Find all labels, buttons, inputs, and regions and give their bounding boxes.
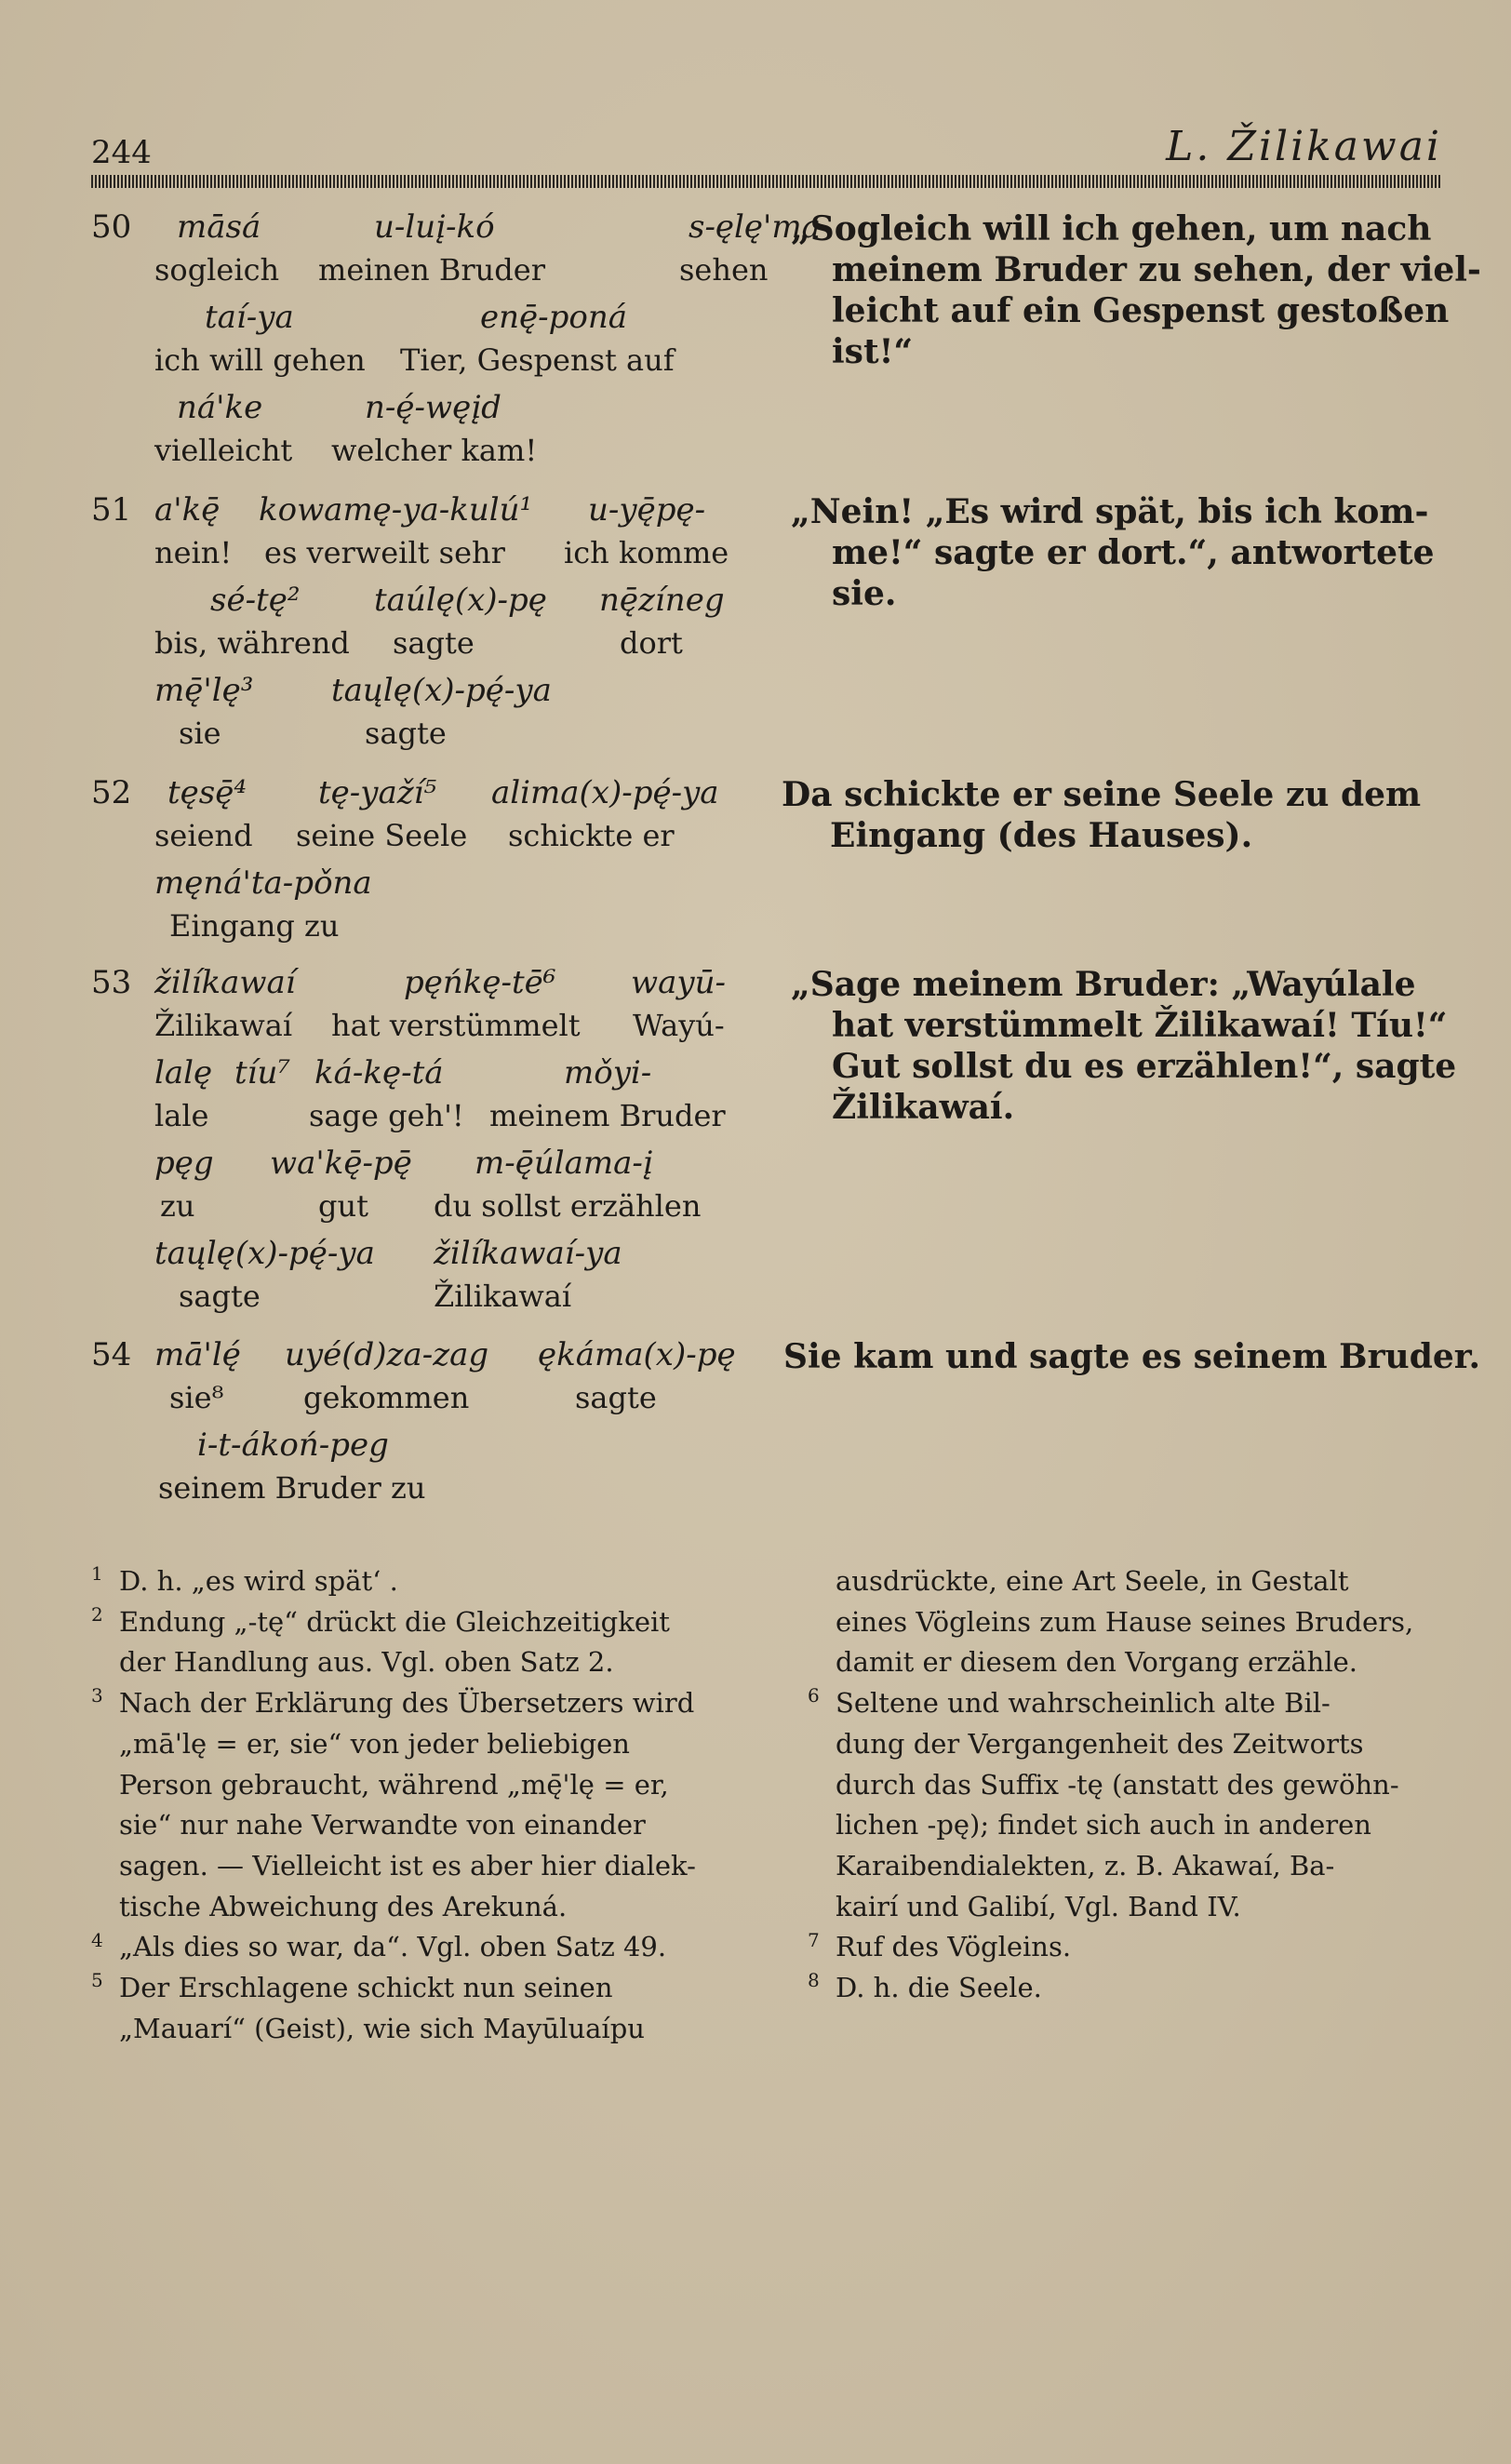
translation-line: sie.	[832, 574, 897, 613]
native-word: mā'lę́	[154, 1336, 241, 1373]
footnote-line: 5 Der Erschlagene schickt nun seinen	[91, 1969, 613, 2004]
footnote-line	[91, 1805, 748, 1846]
native-line	[154, 672, 843, 716]
gloss-word: meinen Bruder	[318, 252, 545, 288]
gloss-word: bis, während	[154, 625, 350, 661]
gloss-line	[154, 252, 843, 299]
translation-line: „Nein! „Es wird spät, bis ich kom-	[791, 492, 1429, 531]
translation-line: „Sage meinem Bruder: „Wayúlale	[791, 965, 1416, 1004]
translation	[782, 774, 1442, 856]
interlinear-text	[154, 964, 843, 1325]
footnote-text: Seltene und wahrscheinlich alte Bil-	[836, 1687, 1330, 1720]
translation	[791, 964, 1457, 1128]
gloss-word: gut	[318, 1188, 368, 1224]
native-word: męná'ta-pǒna	[154, 864, 372, 902]
native-line	[154, 964, 843, 1008]
native-word: kowamę-ya-kulú¹	[259, 491, 533, 529]
native-word: a'kę̄	[154, 491, 221, 529]
footnote-text: durch das Suffix -tę (anstatt des gewöhn-	[836, 1768, 1399, 1801]
gloss-word: Žilikawaí	[434, 1279, 572, 1314]
translation-line: Da schickte er seine Seele zu dem	[782, 775, 1422, 814]
gloss-word: schickte er	[508, 818, 675, 853]
gloss-line	[154, 1098, 843, 1145]
native-word: sé-tę²	[210, 582, 301, 619]
gloss-word: ich komme	[564, 535, 729, 570]
interlinear-text	[154, 491, 843, 762]
footnote-line: 6 Seltene und wahrscheinlich alte Bil-	[808, 1684, 1330, 1720]
section-number: 54	[91, 1336, 132, 1373]
translation-line: Žilikawaí.	[832, 1088, 1015, 1127]
native-word: enę̄-poná	[480, 299, 628, 336]
gloss-line	[154, 625, 843, 672]
footnote-text: Karaibendialekten, z. B. Akawaí, Ba-	[836, 1849, 1335, 1881]
gloss-word: hat verstümmelt	[331, 1008, 581, 1043]
gloss-word: Tier, Gespenst auf	[400, 342, 675, 378]
gloss-line	[154, 535, 843, 582]
gloss-word: sie⁸	[169, 1380, 224, 1415]
translation-line: hat verstümmelt Žilikawaí! Tíu!“	[832, 1006, 1448, 1045]
footnote-text: damit er diesem den Vorgang erzähle.	[836, 1646, 1357, 1679]
native-line	[154, 582, 843, 625]
page-header	[91, 123, 1442, 175]
gloss-word: sagte	[179, 1279, 261, 1314]
native-word: i-t-ákoń-peg	[197, 1426, 389, 1464]
translation-line: meinem Bruder zu sehen, der viel-	[832, 250, 1481, 289]
native-word: mę̄'lę³	[154, 672, 254, 709]
footnote-text: ausdrückte, eine Art Seele, in Gestalt	[836, 1565, 1349, 1597]
gloss-word: sehen	[679, 252, 769, 288]
native-line	[154, 1235, 843, 1279]
footnote-text: Der Erschlagene schickt nun seinen	[119, 1972, 613, 2004]
section-number: 50	[91, 208, 132, 246]
translation	[791, 208, 1481, 372]
interlinear-text	[154, 208, 843, 479]
native-word: māsá	[177, 208, 261, 246]
footnote-text: sie“ nur nahe Verwandte von einander	[119, 1809, 646, 1841]
native-line	[154, 299, 843, 342]
section-number: 51	[91, 491, 132, 529]
section-number: 52	[91, 774, 132, 811]
gloss-line	[154, 1188, 843, 1235]
running-head: L. Žilikawai	[1166, 123, 1442, 170]
gloss-word: vielleicht	[154, 433, 293, 468]
gloss-line	[154, 1008, 843, 1054]
footnote-text: der Handlung aus. Vgl. oben Satz 2.	[119, 1646, 614, 1679]
native-word: wa'kę̄-pę̄	[270, 1145, 412, 1182]
translation-line: leicht auf ein Gespenst gestoßen	[832, 291, 1450, 330]
footnote-line	[808, 1805, 1446, 1846]
native-word: tęsę̄⁴	[167, 774, 247, 811]
footnote-line	[808, 1561, 1446, 1602]
gloss-word: sagte	[575, 1380, 657, 1415]
native-word: ká-kę-tá	[314, 1054, 444, 1091]
native-word: tę-yaží⁵	[318, 774, 437, 811]
native-line	[154, 1054, 843, 1098]
translation-line: „Sogleich will ich gehen, um nach	[791, 209, 1432, 248]
footnote-line: 8 D. h. die Seele.	[808, 1969, 1042, 2004]
native-word: ękáma(x)-pę	[538, 1336, 736, 1373]
native-line	[154, 491, 843, 535]
gloss-line	[154, 908, 843, 955]
native-word: n-ę́-węįd	[365, 389, 501, 426]
footnote-line	[808, 1846, 1446, 1887]
native-line	[154, 389, 843, 433]
native-word: ná'ke	[177, 389, 263, 426]
native-word: nę̄zíneg	[599, 582, 725, 619]
footnote-text: tische Abweichung des Arekuná.	[119, 1890, 568, 1922]
native-word: u-yę̄pę-	[588, 491, 706, 529]
gloss-word: ich will gehen	[154, 342, 366, 378]
native-line	[154, 774, 843, 818]
translation	[791, 491, 1444, 614]
native-word: u-luį-kó	[374, 208, 495, 246]
gloss-line	[154, 1279, 843, 1325]
gloss-word: meinem Bruder	[489, 1098, 726, 1133]
translation-line: Eingang (des Hauses).	[830, 816, 1253, 855]
gloss-line	[154, 1470, 843, 1517]
footnote-text: „Als dies so war, da“. Vgl. oben Satz 49.	[119, 1931, 667, 1963]
gloss-line	[154, 818, 843, 864]
translation	[783, 1336, 1480, 1377]
gloss-word: seiend	[154, 818, 253, 853]
section-number: 53	[91, 964, 132, 1001]
footnote-text: D. h. die Seele.	[836, 1972, 1042, 2004]
gloss-word: dort	[620, 625, 683, 661]
gloss-word: welcher kam!	[331, 433, 538, 468]
gloss-word: sie	[179, 716, 221, 751]
gloss-word: sage geh'!	[309, 1098, 464, 1133]
gloss-line	[154, 1380, 843, 1426]
native-word: pęg	[154, 1145, 214, 1182]
native-word: taúlę(x)-pę	[374, 582, 547, 619]
footnote-text: Nach der Erklärung des Übersetzers wird	[119, 1687, 695, 1720]
footnote-line	[91, 1724, 748, 1765]
native-word: taųlę(x)-pę́-ya	[331, 672, 552, 709]
translation-line: Sie kam und sagte es seinem Bruder.	[783, 1337, 1480, 1376]
footnote-text: D. h. „es wird spät‘ .	[119, 1565, 398, 1597]
gloss-word: zu	[160, 1188, 195, 1224]
native-word: tíu⁷	[234, 1054, 291, 1091]
footnote-text: Ruf des Vögleins.	[836, 1931, 1072, 1963]
gloss-word: sagte	[393, 625, 475, 661]
native-word: m-ę̄úlama-į	[475, 1145, 653, 1182]
footnote-line	[91, 1846, 748, 1887]
native-word: wayū-	[631, 964, 726, 1001]
footnote-line	[808, 1887, 1446, 1928]
footnote-text: lichen -pę); findet sich auch in anderen	[836, 1809, 1371, 1841]
footnote-text: dung der Vergangenheit des Zeitworts	[836, 1727, 1364, 1760]
footnote-text: Person gebraucht, während „mę̄'lę = er,	[119, 1768, 669, 1801]
gloss-word: lale	[154, 1098, 209, 1133]
native-word: mǒyi-	[564, 1054, 652, 1091]
gloss-word: du sollst erzählen	[434, 1188, 702, 1224]
footnote-line	[91, 1765, 748, 1806]
footnote-line	[91, 2009, 748, 2050]
native-line	[154, 1336, 843, 1380]
translation-line: Gut sollst du es erzählen!“, sagte	[832, 1047, 1457, 1086]
footnote-line: 4 „Als dies so war, da“. Vgl. oben Satz 49.	[91, 1928, 667, 1963]
footnotes-right-column	[808, 1561, 1446, 2009]
native-line	[154, 208, 843, 252]
footnote-line	[808, 1765, 1446, 1806]
footnote-line	[91, 1887, 748, 1928]
gloss-word: seinem Bruder zu	[158, 1470, 426, 1506]
native-word: taí-ya	[205, 299, 294, 336]
footnote-text: „Mauarí“ (Geist), wie sich Mayūluaípu	[119, 2012, 645, 2044]
footnote-line	[808, 1724, 1446, 1765]
gloss-line	[154, 342, 843, 389]
gloss-word: es verweilt sehr	[264, 535, 505, 570]
footnote-line: 1 D. h. „es wird spät‘ .	[91, 1562, 398, 1597]
footnote-line	[808, 1642, 1446, 1683]
native-word: lalę	[154, 1054, 213, 1091]
footnote-line: 2 Endung „-tę“ drückt die Gleichzeitigkeit	[91, 1603, 670, 1638]
gloss-word: Eingang zu	[169, 908, 340, 944]
footnote-line: 3 Nach der Erklärung des Übersetzers wird	[91, 1684, 695, 1720]
gloss-word: gekommen	[303, 1380, 470, 1415]
interlinear-text	[154, 1336, 843, 1517]
native-line	[154, 864, 843, 908]
native-line	[154, 1145, 843, 1188]
footnote-line	[91, 1642, 748, 1683]
gloss-word: seine Seele	[296, 818, 468, 853]
translation-line: me!“ sagte er dort.“, antwortete	[832, 533, 1435, 572]
gloss-word: Žilikawaí	[154, 1008, 293, 1043]
translation-line: ist!“	[832, 332, 914, 371]
native-word: taųlę(x)-pę́-ya	[154, 1235, 375, 1272]
header-rule	[91, 175, 1440, 188]
native-line	[154, 1426, 843, 1470]
native-word: alima(x)-pę́-ya	[491, 774, 719, 811]
gloss-line	[154, 716, 843, 762]
native-word: pęńkę-tē⁶	[404, 964, 556, 1001]
footnote-line	[808, 1602, 1446, 1643]
footnote-text: Endung „-tę“ drückt die Gleichzeitigkeit	[119, 1605, 670, 1638]
footnote-text: kairí und Galibí, Vgl. Band IV.	[836, 1890, 1241, 1922]
gloss-word: sagte	[365, 716, 447, 751]
native-word: žilíkawaí-ya	[434, 1235, 622, 1272]
gloss-line	[154, 433, 843, 479]
footnote-text: eines Vögleins zum Hause seines Bruders,	[836, 1605, 1414, 1638]
native-word: uyé(d)za-zag	[285, 1336, 489, 1373]
interlinear-text	[154, 774, 843, 955]
footnote-text: „mā'lę = er, sie“ von jeder beliebigen	[119, 1727, 630, 1760]
gloss-word: sogleich	[154, 252, 280, 288]
footnote-line: 7 Ruf des Vögleins.	[808, 1928, 1072, 1963]
native-word: žilíkawaí	[154, 964, 296, 1001]
gloss-word: nein!	[154, 535, 233, 570]
page-number: 244	[91, 134, 152, 171]
native-word: s-ęlę'ma-	[689, 208, 832, 246]
gloss-word: Wayú-	[633, 1008, 725, 1043]
footnotes-left-column	[91, 1561, 748, 2049]
footnote-text: sagen. — Vielleicht ist es aber hier dialek-	[119, 1849, 696, 1881]
